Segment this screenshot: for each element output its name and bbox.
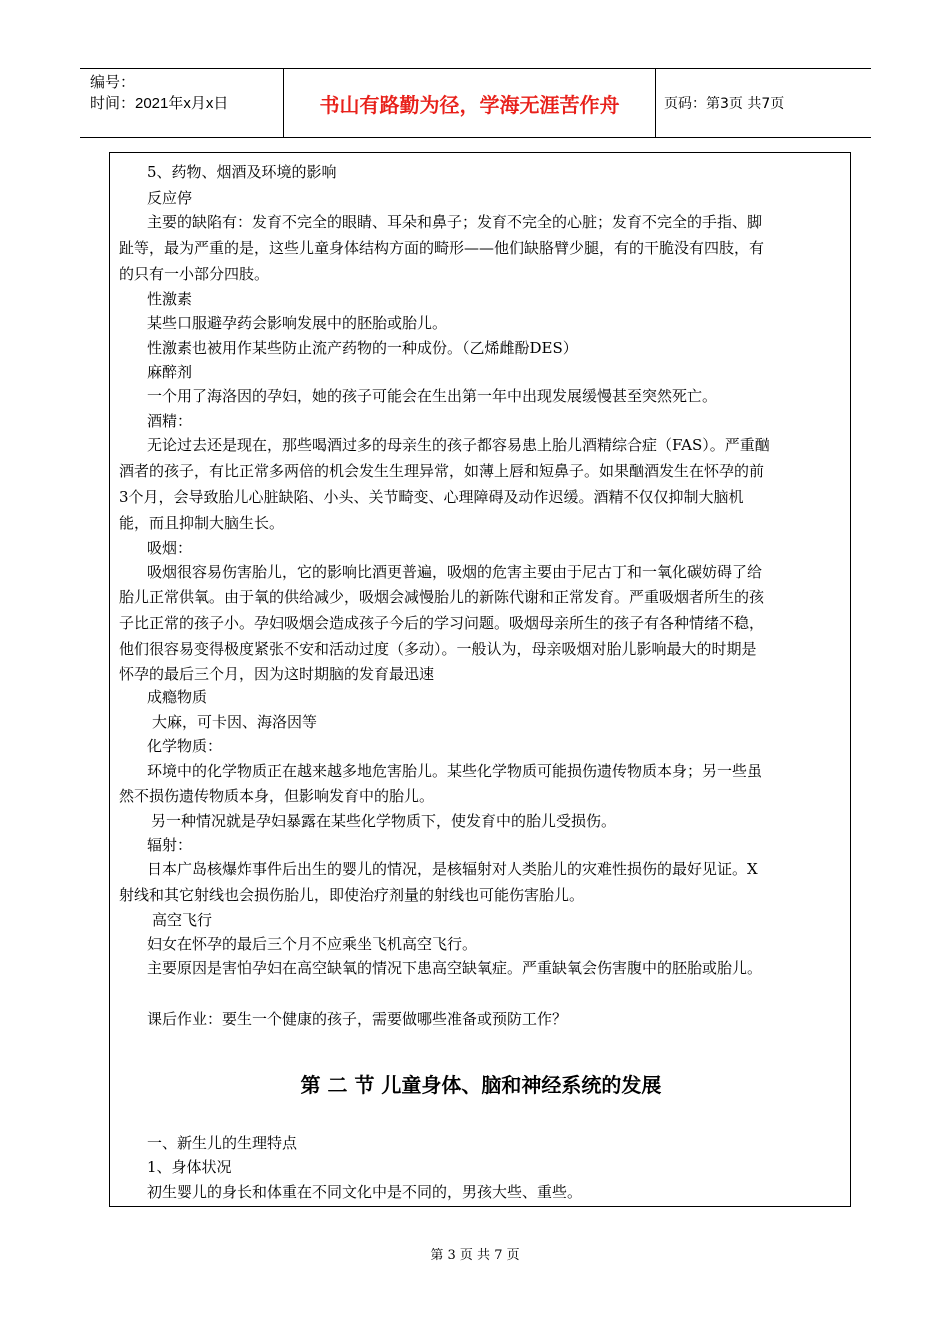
text-line: 子比正常的孩子小。孕妇吸烟会造成孩子今后的学习问题。吸烟母亲所生的孩子有各种情绪不稳，	[119, 614, 765, 632]
header-page-number: 页码：第3页 共7页	[664, 96, 785, 112]
header-motto: 书山有路勤为径，学海无涯苦作舟	[283, 69, 656, 137]
text-line: 的只有一小部分四肢。	[119, 265, 270, 283]
text-line: 主要的缺陷有：发育不完全的眼睛、耳朵和鼻子；发育不完全的心脏；发育不完全的手指、脚	[147, 213, 763, 231]
text-line: 然不损伤遗传物质本身，但影响发育中的胎儿。	[119, 787, 435, 805]
text-line: 1、身体状况	[147, 1158, 232, 1176]
text-line: 大麻，可卡因、海洛因等	[152, 713, 318, 731]
text-line: 一个用了海洛因的孕妇，她的孩子可能会在生出第一年中出现发展缓慢甚至突然死亡。	[147, 387, 718, 405]
text-line: 另一种情况就是孕妇暴露在某些化学物质下，使发育中的胎儿受损伤。	[151, 812, 617, 830]
text-line: 主要原因是害怕孕妇在高空缺氧的情况下患高空缺氧症。严重缺氧会伤害腹中的胚胎或胎儿。	[147, 959, 763, 977]
text-line: 麻醉剂	[147, 363, 193, 381]
text-line: 环境中的化学物质正在越来越多地危害胎儿。某些化学物质可能损伤遗传物质本身；另一些虽	[147, 762, 763, 780]
document-date-label: 时间：2021年x月x日	[90, 95, 229, 112]
subheading-line: 一、新生儿的生理特点	[147, 1134, 298, 1152]
text-line: 他们很容易变得极度紧张不安和活动过度（多动）。一般认为，母亲吸烟对胎儿影响最大的时期是	[119, 640, 757, 658]
text-line: 性激素也被用作某些防止流产药物的一种成份。（乙烯雌酚DES）	[147, 339, 578, 357]
text-line: 成瘾物质	[147, 688, 208, 706]
text-line: 射线和其它射线也会损伤胎儿，即使治疗剂量的射线也可能伤害胎儿。	[119, 886, 585, 904]
text-line: 高空飞行	[152, 911, 213, 929]
text-line: 反应停	[147, 189, 193, 207]
text-line: 妇女在怀孕的最后三个月不应乘坐飞机高空飞行。	[147, 935, 478, 953]
text-line: 5、药物、烟酒及环境的影响	[147, 163, 337, 181]
text-line: 吸烟：	[147, 539, 193, 557]
text-line: 辐射：	[147, 836, 193, 854]
text-line: 化学物质：	[147, 737, 223, 755]
text-line: 酒者的孩子，有比正常多两倍的机会发生生理异常，如薄上唇和短鼻子。如果酗酒发生在怀孕的前	[119, 462, 765, 480]
text-line: 怀孕的最后三个月，因为这时期脑的发育最迅速	[119, 665, 435, 683]
page-footer: 第 3 页 共 7 页	[430, 1248, 520, 1263]
text-line: 酒精：	[147, 412, 193, 430]
text-line: 3个月，会导致胎儿心脏缺陷、小头、关节畸变、心理障碍及动作迟缓。酒精不仅仅抑制大脑机	[119, 488, 744, 506]
text-line: 吸烟很容易伤害胎儿，它的影响比酒更普遍，吸烟的危害主要由于尼古丁和一氧化碳妨碍了给	[147, 563, 763, 581]
text-line: 胎儿正常供氧。由于氧的供给减少，吸烟会减慢胎儿的新陈代谢和正常发育。严重吸烟者所生的孩	[119, 588, 765, 606]
text-line: 某些口服避孕药会影响发展中的胚胎或胎儿。	[147, 314, 448, 332]
section-title: 第 二 节 儿童身体、脑和神经系统的发展	[300, 1073, 662, 1097]
text-line: 初生婴儿的身长和体重在不同文化中是不同的，男孩大些、重些。	[147, 1183, 583, 1201]
text-line: 趾等，最为严重的是，这些儿童身体结构方面的畸形——他们缺胳臂少腿，有的干脆没有四肢，有	[119, 239, 765, 257]
text-line: 性激素	[147, 290, 193, 308]
content-frame	[109, 152, 851, 1207]
page-header	[80, 68, 871, 138]
document-number-label: 编号：	[90, 74, 136, 91]
text-line: 无论过去还是现在，那些喝酒过多的母亲生的孩子都容易患上胎儿酒精综合症（FAS）。严重酗	[147, 436, 770, 454]
text-line: 日本广岛核爆炸事件后出生的婴儿的情况，是核辐射对人类胎儿的灾难性损伤的最好见证。X	[147, 860, 758, 878]
homework-line: 课后作业：要生一个健康的孩子，需要做哪些准备或预防工作？	[147, 1010, 568, 1028]
text-line: 能，而且抑制大脑生长。	[119, 514, 285, 532]
header-meta-cell	[80, 69, 283, 137]
